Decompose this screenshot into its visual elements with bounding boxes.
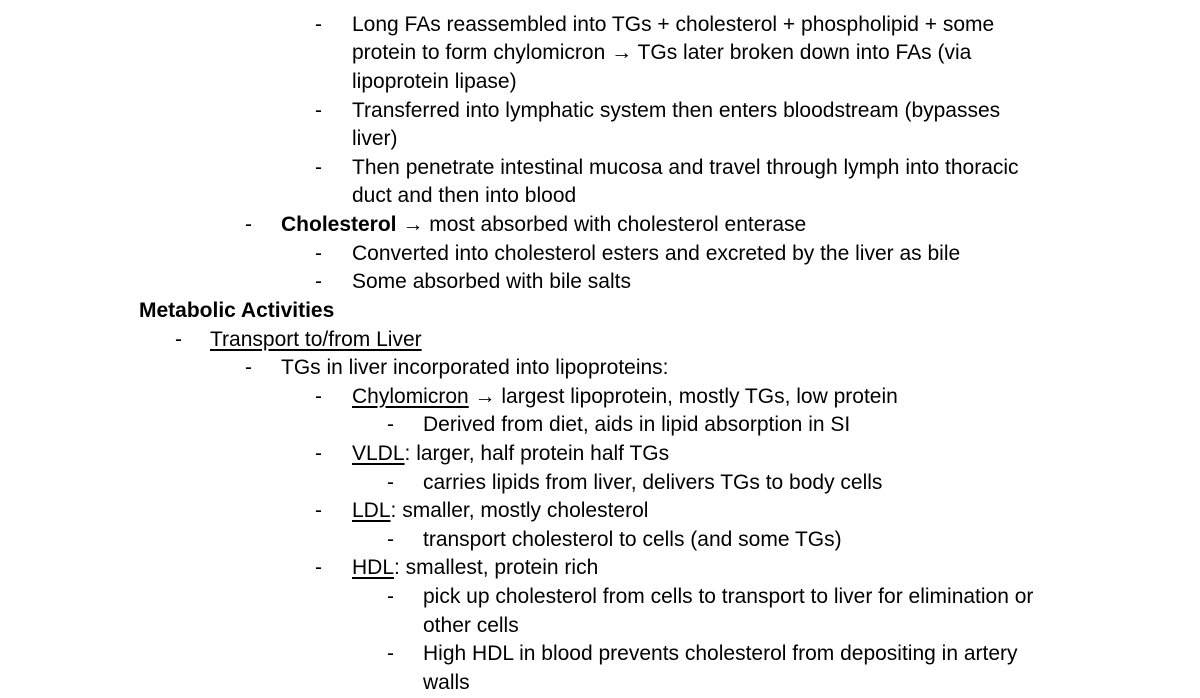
text-line: Transferred into lymphatic system then enters bloodstream (bypasses (352, 99, 1001, 122)
term-description: : smaller, mostly cholesterol (390, 499, 649, 522)
bullet-dash: - (315, 270, 322, 293)
text-line: Derived from diet, aids in lipid absorption in SI (423, 413, 851, 436)
text-line: protein to form chylomicron → TGs later broken down into FAs (via (352, 41, 972, 64)
text-line: liver) (352, 127, 398, 150)
bullet-dash: - (315, 442, 322, 465)
text-line: TGs in liver incorporated into lipoproteins: (281, 356, 669, 379)
bullet-dash: - (387, 642, 394, 665)
bullet-dash: - (245, 356, 252, 379)
lipoprotein-line (352, 554, 598, 583)
bullet-dash: - (387, 528, 394, 551)
term-description: : larger, half protein half TGs (404, 442, 670, 465)
text-line: pick up cholesterol from cells to transport to liver for elimination or (423, 585, 1034, 608)
cholesterol-line (281, 211, 806, 240)
term-description: → largest lipoprotein, mostly TGs, low protein (468, 385, 898, 408)
bullet-dash: - (315, 156, 322, 179)
term-ldl: LDL (352, 499, 391, 522)
bullet-dash: - (387, 585, 394, 608)
section-heading: Metabolic Activities (139, 299, 335, 322)
bullet-dash: - (315, 99, 322, 122)
lipoprotein-line (352, 440, 669, 469)
bullet-dash: - (387, 471, 394, 494)
text-line: duct and then into blood (352, 184, 577, 207)
lipoprotein-line (352, 497, 648, 526)
subheading-underlined: Transport to/from Liver (210, 328, 422, 351)
text-line: lipoprotein lipase) (352, 70, 517, 93)
bold-term: Cholesterol (281, 213, 397, 236)
term-vldl: VLDL (352, 442, 405, 465)
text-line: other cells (423, 614, 519, 637)
text-line: carries lipids from liver, delivers TGs to body cells (423, 471, 883, 494)
text-line: Then penetrate intestinal mucosa and travel through lymph into thoracic (352, 156, 1019, 179)
bullet-dash: - (175, 328, 182, 351)
text-line: walls (423, 671, 470, 694)
text-line: Converted into cholesterol esters and excreted by the liver as bile (352, 242, 961, 265)
bullet-dash: - (315, 385, 322, 408)
bullet-dash: - (315, 556, 322, 579)
text-line: transport cholesterol to cells (and some TGs) (423, 528, 842, 551)
bullet-dash: - (245, 213, 252, 236)
term-description: → most absorbed with cholesterol enterase (396, 213, 807, 236)
text-line: Long FAs reassembled into TGs + cholesterol + phospholipid + some (352, 13, 995, 36)
text-line: High HDL in blood prevents cholesterol from depositing in artery (423, 642, 1018, 665)
term-hdl: HDL (352, 556, 395, 579)
bullet-dash: - (387, 413, 394, 436)
term-description: : smallest, protein rich (394, 556, 599, 579)
term-chylomicron: Chylomicron (352, 385, 469, 408)
bullet-dash: - (315, 13, 322, 36)
bullet-dash: - (315, 499, 322, 522)
bullet-dash: - (315, 242, 322, 265)
text-line: Some absorbed with bile salts (352, 270, 631, 293)
lipoprotein-line (352, 383, 898, 412)
